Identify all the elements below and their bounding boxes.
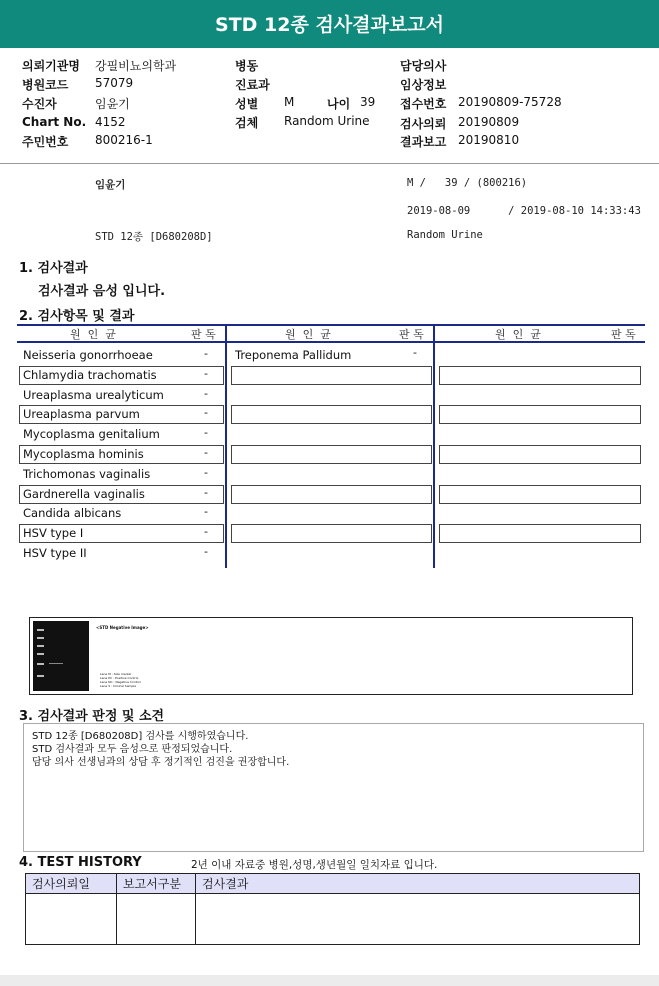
column-divider-1 — [225, 324, 227, 568]
receipt-value: 20190809-75728 — [458, 95, 562, 109]
report-label: 결과보고 — [400, 135, 447, 149]
ward-label: 병동 — [235, 59, 259, 73]
pathogen-name: Treponema Pallidum — [235, 348, 352, 362]
detail-name: 임윤기 — [95, 179, 126, 191]
col3-row-box — [439, 366, 641, 385]
pathogen-result: - — [204, 505, 208, 518]
patient-value: 임윤기 — [95, 97, 130, 111]
doctor-label: 담당의사 — [400, 59, 447, 73]
dept-label: 진료과 — [235, 78, 270, 92]
column-divider-2 — [433, 324, 435, 568]
info-block — [22, 57, 642, 157]
pathogen-result: - — [204, 446, 208, 459]
history-header-row — [26, 874, 640, 894]
gel-caption: <STD Negative Image> — [96, 625, 149, 630]
gel-image — [33, 621, 89, 691]
sex-value: M — [284, 95, 295, 109]
history-col-request-date: 검사의뢰일 — [26, 874, 117, 894]
pathogen-name: Mycoplasma genitalium — [23, 427, 160, 441]
pathogen-result: - — [204, 525, 208, 538]
col3-row-box — [439, 524, 641, 543]
section1-title: 1. 검사결과 — [19, 261, 88, 276]
chart-label: Chart No. — [22, 115, 87, 129]
resident-label: 주민번호 — [22, 135, 69, 149]
col3-judgment-header: 판 독 — [611, 328, 636, 341]
col2-row-box — [231, 445, 432, 464]
opinion-text: STD 12종 [D680208D] 검사를 시행하였습니다. STD 검사결과 모두 음성으로 판정되었습니다. 담당 의사 선생님과의 상담 후 정기적인 검진을 권장합니다. — [32, 731, 290, 768]
pathogen-name: Neisseria gonorrhoeae — [23, 348, 153, 362]
history-table — [25, 873, 640, 945]
institution-label: 의뢰기관명 — [22, 59, 80, 73]
pathogen-result: - — [204, 426, 208, 439]
detail-test: STD 12종 [D680208D] — [95, 231, 213, 243]
institution-value: 강필비뇨의학과 — [95, 59, 177, 73]
patient-label: 수진자 — [22, 97, 57, 111]
pathogen-result: - — [204, 545, 208, 558]
col1-pathogen-header: 원 인 균 — [70, 328, 116, 341]
report-title: STD 12종 검사결과보고서 — [0, 0, 659, 48]
detail-specimen: Random Urine — [407, 229, 483, 241]
pathogen-name: Gardnerella vaginalis — [23, 487, 145, 501]
detail-sex-age: M / 39 / (800216) — [407, 177, 528, 189]
age-value: 39 — [360, 95, 376, 109]
request-label: 검사의뢰 — [400, 117, 447, 131]
detail-dates: 2019-08-09 / 2019-08-10 14:33:43 — [407, 205, 641, 217]
pathogen-name: Ureaplasma urealyticum — [23, 388, 164, 402]
col3-row-box — [439, 445, 641, 464]
col1-judgment-header: 판 독 — [191, 328, 216, 341]
pathogen-result: - — [204, 387, 208, 400]
pathogen-name: Trichomonas vaginalis — [23, 467, 151, 481]
section2-title: 2. 검사항목 및 결과 — [19, 309, 135, 324]
pathogen-name: HSV type I — [23, 526, 84, 540]
footer-bar — [0, 975, 659, 986]
gel-image-frame — [29, 617, 633, 695]
pathogen-result: - — [204, 347, 208, 360]
col3-row-box — [439, 485, 641, 504]
pathogen-result: - — [204, 367, 208, 380]
pathogen-name: Mycoplasma hominis — [23, 447, 144, 461]
section4-title: 4. TEST HISTORY — [19, 855, 142, 870]
chart-value: 4152 — [95, 115, 126, 129]
section4-note: 2년 이내 자료중 병원,성명,생년월일 일치자료 입니다. — [191, 859, 438, 871]
pathogen-name: Candida albicans — [23, 506, 122, 520]
hospital-code-label: 병원코드 — [22, 78, 69, 92]
pathogen-name: Chlamydia trachomatis — [23, 368, 157, 382]
specimen-label: 검체 — [235, 116, 259, 130]
history-col-result: 검사결과 — [196, 874, 640, 894]
section1-result: 검사결과 음성 입니다. — [38, 284, 166, 299]
pathogen-result: - — [204, 406, 208, 419]
pathogen-result: - — [204, 486, 208, 499]
sex-label: 성별 — [235, 97, 259, 111]
age-label: 나이 — [327, 97, 351, 111]
history-empty-row — [26, 894, 640, 945]
divider — [0, 163, 659, 164]
hospital-code-value: 57079 — [95, 76, 134, 90]
pathogen-result: - — [204, 466, 208, 479]
col2-row-box — [231, 485, 432, 504]
col2-judgment-header: 판 독 — [399, 328, 424, 341]
col2-pathogen-header: 원 인 균 — [285, 328, 331, 341]
resident-value: 800216-1 — [95, 133, 153, 147]
col3-row-box — [439, 405, 641, 424]
section3-title: 3. 검사결과 판정 및 소견 — [19, 709, 165, 724]
col2-row-box — [231, 366, 432, 385]
col3-pathogen-header: 원 인 균 — [495, 328, 541, 341]
pathogen-name: HSV type II — [23, 546, 87, 560]
report-value: 20190810 — [458, 133, 520, 147]
gel-legend: Lane M : Size marker Lane PC : Positive Control Lane NC : Negative Control Lane S : Clinical Sample — [100, 672, 141, 688]
col2-row-box — [231, 405, 432, 424]
receipt-label: 접수번호 — [400, 97, 447, 111]
pathogen-result: - — [413, 346, 417, 359]
opinion-box — [23, 723, 644, 852]
clinical-label: 임상정보 — [400, 78, 447, 92]
request-value: 20190809 — [458, 115, 520, 129]
specimen-value: Random Urine — [284, 114, 370, 128]
pathogen-name: Ureaplasma parvum — [23, 407, 140, 421]
history-col-report-type: 보고서구분 — [117, 874, 196, 894]
col2-row-box — [231, 524, 432, 543]
